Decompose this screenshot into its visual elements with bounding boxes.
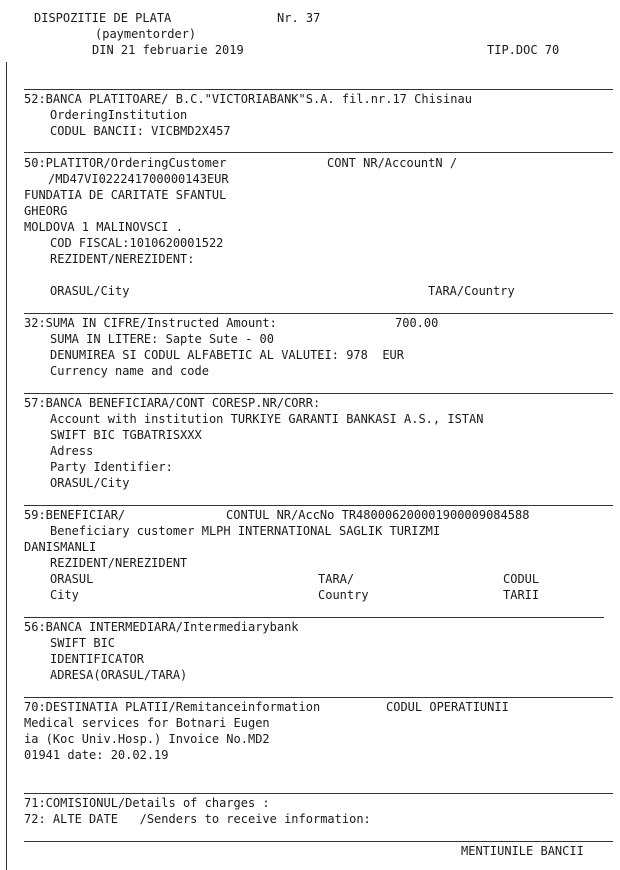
divider [24, 313, 613, 314]
payer-city: ORASUL/City [50, 284, 130, 298]
beneficiary-residency: REZIDENT/NEREZIDENT [50, 556, 188, 570]
beneficiary-code-label: CODUL [503, 572, 540, 586]
other-data: 72: ALTE DATE /Senders to receive information: [24, 812, 371, 826]
divider [24, 152, 613, 153]
divider [24, 617, 604, 618]
payer-residency: REZIDENT/NEREZIDENT: [50, 252, 195, 266]
ordering-institution-label: OrderingInstitution [50, 108, 188, 122]
payer-label: 50:PLATITOR/OrderingCustomer [24, 156, 227, 170]
divider [24, 89, 613, 90]
payer-address: MOLDOVA 1 MALINOVSCI . [24, 220, 183, 234]
divider [24, 505, 613, 506]
intermediary-bank-label: 56:BANCA INTERMEDIARA/Intermediarybank [24, 620, 299, 634]
beneficiary-customer: Beneficiary customer MLPH INTERNATIONAL SAGLIK TURIZMI [50, 524, 441, 538]
document-number: Nr. 37 [277, 11, 321, 25]
divider [24, 393, 613, 394]
beneficiary-country-label: TARA/ [318, 572, 355, 586]
intermediary-swift: SWIFT BIC [50, 636, 116, 650]
beneficiary-customer-cont: DANISMANLI [24, 540, 97, 554]
payment-purpose-label: 70:DESTINATIA PLATII/Remitanceinformation [24, 700, 321, 714]
bank-code: CODUL BANCII: VICBMD2X457 [50, 124, 231, 138]
operation-code-label: CODUL OPERATIUNII [386, 700, 509, 714]
payment-purpose-line2: ia (Koc Univ.Hosp.) Invoice No.MD2 [24, 732, 270, 746]
payer-account: /MD47VI022241700000143EUR [48, 172, 229, 186]
intermediary-identifier: IDENTIFICATOR [50, 652, 144, 666]
divider [24, 697, 613, 698]
document-title: DISPOZITIE DE PLATA [34, 11, 172, 25]
charges-details: 71:COMISIONUL/Details of charges : [24, 796, 270, 810]
payer-country: TARA/Country [428, 284, 515, 298]
payer-account-label: CONT NR/AccountN / [327, 156, 458, 170]
beneficiary-country-code-label: TARII [503, 588, 540, 602]
payment-purpose-line3: 01941 date: 20.02.19 [24, 748, 169, 762]
beneficiary-city-label: ORASUL [50, 572, 94, 586]
document-subtitle: (paymentorder) [95, 27, 197, 41]
amount-label: 32:SUMA IN CIFRE/Instructed Amount: [24, 316, 277, 330]
party-identifier: Party Identifier: [50, 460, 173, 474]
amount-in-words: SUMA IN LITERE: Sapte Sute - 00 [50, 332, 274, 346]
beneficiary-label: 59:BENEFICIAR/ [24, 508, 126, 522]
bank-notes-label: MENTIUNILE BANCII [461, 844, 584, 858]
divider [24, 793, 613, 794]
document-date: DIN 21 februarie 2019 [92, 43, 244, 57]
beneficiary-swift: SWIFT BIC TGBATRISXXX [50, 428, 202, 442]
beneficiary-bank-adress: Adress [50, 444, 94, 458]
beneficiary-bank-city: ORASUL/City [50, 476, 130, 490]
beneficiary-bank-label: 57:BANCA BENEFICIARA/CONT CORESP.NR/CORR: [24, 396, 321, 410]
beneficiary-institution: Account with institution TURKIYE GARANTI BANKASI A.S., ISTAN [50, 412, 484, 426]
beneficiary-account: CONTUL NR/AccNo TR480006200001900009084588 [226, 508, 530, 522]
document-type: TIP.DOC 70 [487, 43, 560, 57]
paying-bank: 52:BANCA PLATITOARE/ B.C."VICTORIABANK"S.A. fil.nr.17 Chisinau [24, 92, 472, 106]
amount-value: 700.00 [395, 316, 439, 330]
beneficiary-country-en: Country [318, 588, 369, 602]
beneficiary-city-en: City [50, 588, 79, 602]
payment-purpose-line1: Medical services for Botnari Eugen [24, 716, 270, 730]
currency-label-en: Currency name and code [50, 364, 209, 378]
payer-name-cont: GHEORG [24, 204, 68, 218]
currency-line: DENUMIREA SI CODUL ALFABETIC AL VALUTEI: 978 EUR [50, 348, 405, 362]
intermediary-address: ADRESA(ORASUL/TARA) [50, 668, 188, 682]
payer-name: FUNDATIA DE CARITATE SFANTUL [24, 188, 227, 202]
divider [24, 841, 613, 842]
payer-fiscal-code: COD FISCAL:1010620001522 [50, 236, 224, 250]
left-margin-line [6, 62, 7, 870]
